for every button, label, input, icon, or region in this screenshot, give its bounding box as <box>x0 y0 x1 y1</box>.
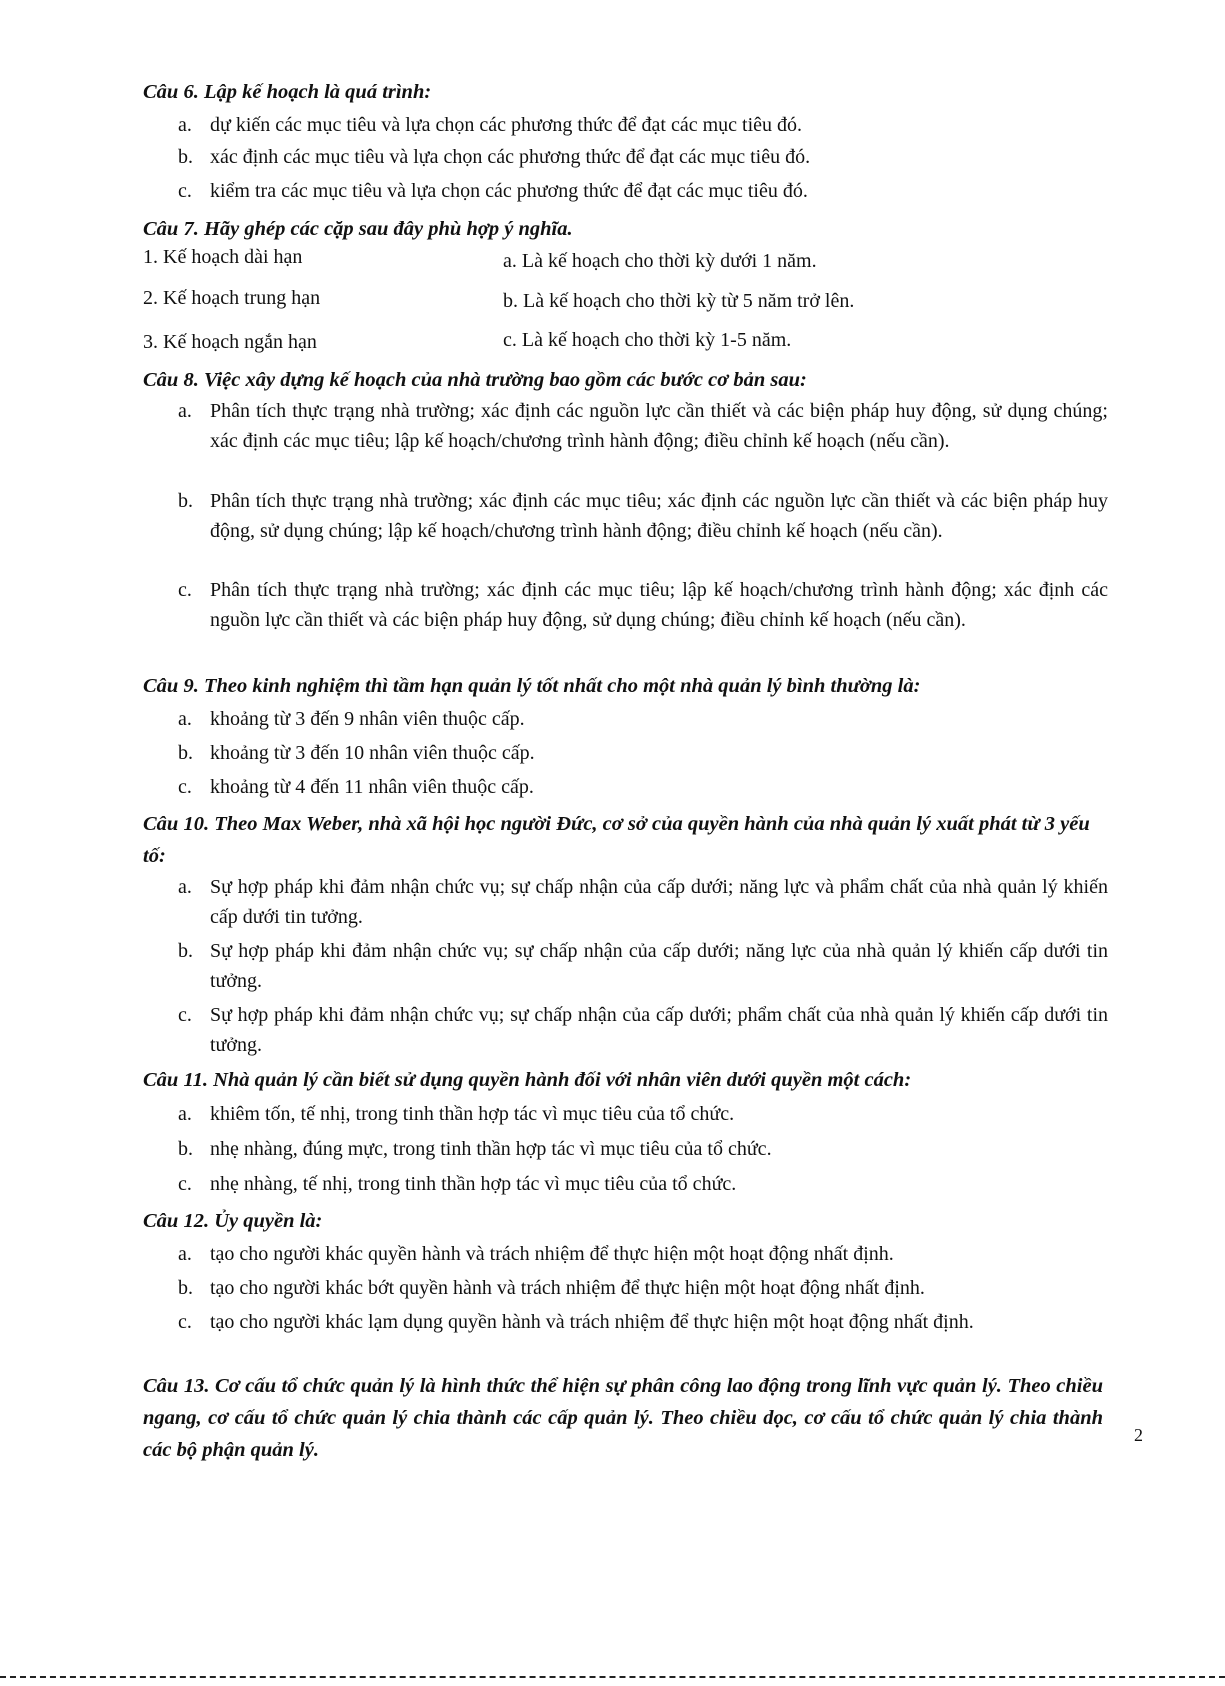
option-text: khoảng từ 3 đến 10 nhân viên thuộc cấp. <box>210 742 535 764</box>
question-12-option-b <box>178 1273 1108 1303</box>
option-label: c. <box>178 1173 192 1195</box>
option-text: nhẹ nhàng, đúng mực, trong tinh thần hợp tác vì mục tiêu của tổ chức. <box>210 1138 772 1160</box>
option-label: c. <box>178 1311 192 1333</box>
question-9-title: Câu 9. Theo kinh nghiệm thì tầm hạn quản lý tốt nhất cho một nhà quản lý bình thường là: <box>143 675 921 697</box>
question-12-option-a <box>178 1239 1108 1269</box>
option-label: b. <box>178 940 193 962</box>
question-12-title: Câu 12. Ủy quyền là: <box>143 1210 323 1232</box>
option-text: Phân tích thực trạng nhà trường; xác định các nguồn lực cần thiết và các biện pháp huy động, sử dụng chúng; xác định các mục tiêu; lập kế hoạch/chương trình hành động; điều chỉnh kế hoạch (nếu cần). <box>210 400 1108 452</box>
scan-edge-divider <box>0 1676 1225 1678</box>
option-text: Sự hợp pháp khi đảm nhận chức vụ; sự chấp nhận của cấp dưới; phẩm chất của nhà quản lý khiến cấp dưới tin tưởng. <box>210 1004 1108 1056</box>
option-label: c. <box>178 579 192 601</box>
matching-left-1: 1. Kế hoạch dài hạn <box>143 246 303 268</box>
question-13-title: Câu 13. Cơ cấu tổ chức quản lý là hình thức thể hiện sự phân công lao động trong lĩnh vực quản lý. Theo chiều ngang, cơ cấu tổ chức quản lý chia thành các cấp quản lý. Theo chiều dọc, cơ cấu tổ chức quản lý chia thành các bộ phận quản lý. <box>143 1375 1103 1461</box>
option-label: b. <box>178 1277 193 1299</box>
option-text: Phân tích thực trạng nhà trường; xác định các mục tiêu; xác định các nguồn lực cần thiết và các biện pháp huy động, sử dụng chúng; lập kế hoạch/chương trình hành động; điều chỉnh kế hoạch (nếu cần). <box>210 490 1108 542</box>
option-text: khoảng từ 3 đến 9 nhân viên thuộc cấp. <box>210 708 525 730</box>
page-number: 2 <box>1134 1425 1143 1445</box>
question-11-option-a <box>178 1099 1108 1129</box>
matching-right-b: b. Là kế hoạch cho thời kỳ từ 5 năm trở lên. <box>503 290 855 312</box>
question-6-option-c <box>178 176 1108 206</box>
option-text: xác định các mục tiêu và lựa chọn các phương thức để đạt các mục tiêu đó. <box>210 146 811 168</box>
option-text: tạo cho người khác quyền hành và trách nhiệm để thực hiện một hoạt động nhất định. <box>210 1243 894 1265</box>
question-9-option-c <box>178 772 1108 802</box>
question-11-option-b <box>178 1134 1108 1164</box>
question-10-title: Câu 10. Theo Max Weber, nhà xã hội học người Đức, cơ sở của quyền hành của nhà quản lý xuất phát từ 3 yếu tố: <box>143 813 1090 867</box>
option-text: Sự hợp pháp khi đảm nhận chức vụ; sự chấp nhận của cấp dưới; năng lực của nhà quản lý khiến cấp dưới tin tưởng. <box>210 940 1108 992</box>
option-text: kiểm tra các mục tiêu và lựa chọn các phương thức để đạt các mục tiêu đó. <box>210 180 808 202</box>
question-8-option-b <box>178 486 1108 546</box>
option-text: khiêm tốn, tế nhị, trong tinh thần hợp tác vì mục tiêu của tổ chức. <box>210 1103 735 1125</box>
option-text: dự kiến các mục tiêu và lựa chọn các phương thức để đạt các mục tiêu đó. <box>210 114 803 136</box>
question-9-option-a <box>178 704 1108 734</box>
matching-left-3: 3. Kế hoạch ngắn hạn <box>143 331 317 353</box>
option-label: b. <box>178 146 193 168</box>
option-text: tạo cho người khác lạm dụng quyền hành và trách nhiệm để thực hiện một hoạt động nhất định. <box>210 1311 974 1333</box>
question-7-title: Câu 7. Hãy ghép các cặp sau đây phù hợp ý nghĩa. <box>143 218 573 240</box>
option-label: c. <box>178 180 192 202</box>
question-12-option-c <box>178 1307 1108 1337</box>
option-text: Phân tích thực trạng nhà trường; xác định các mục tiêu; lập kế hoạch/chương trình hành động; xác định các nguồn lực cần thiết và các biện pháp huy động, sử dụng chúng; điều chỉnh kế hoạch (nếu cần). <box>210 579 1108 631</box>
question-6-title: Câu 6. Lập kế hoạch là quá trình: <box>143 81 432 103</box>
question-9-option-b <box>178 738 1108 768</box>
matching-right-a: a. Là kế hoạch cho thời kỳ dưới 1 năm. <box>503 250 817 272</box>
option-label: c. <box>178 1004 192 1026</box>
option-text: Sự hợp pháp khi đảm nhận chức vụ; sự chấp nhận của cấp dưới; năng lực và phẩm chất của nhà quản lý khiến cấp dưới tin tưởng. <box>210 876 1108 928</box>
option-label: a. <box>178 1103 192 1125</box>
question-10-option-b <box>178 936 1108 996</box>
question-10-option-a <box>178 872 1108 932</box>
option-label: b. <box>178 490 193 512</box>
option-text: nhẹ nhàng, tế nhị, trong tinh thần hợp tác vì mục tiêu của tổ chức. <box>210 1173 737 1195</box>
option-text: khoảng từ 4 đến 11 nhân viên thuộc cấp. <box>210 776 534 798</box>
option-label: a. <box>178 1243 192 1265</box>
option-label: a. <box>178 114 192 136</box>
question-6-option-a <box>178 110 1108 140</box>
question-6-option-b <box>178 142 1108 172</box>
option-label: a. <box>178 400 192 422</box>
option-label: b. <box>178 1138 193 1160</box>
option-label: a. <box>178 876 192 898</box>
question-8-option-c <box>178 575 1108 635</box>
option-label: b. <box>178 742 193 764</box>
question-10-option-c <box>178 1000 1108 1060</box>
option-label: a. <box>178 708 192 730</box>
question-8-title: Câu 8. Việc xây dựng kế hoạch của nhà trường bao gồm các bước cơ bản sau: <box>143 369 807 391</box>
option-text: tạo cho người khác bớt quyền hành và trách nhiệm để thực hiện một hoạt động nhất định. <box>210 1277 925 1299</box>
matching-left-2: 2. Kế hoạch trung hạn <box>143 287 321 309</box>
question-11-option-c <box>178 1169 1108 1199</box>
option-label: c. <box>178 776 192 798</box>
question-11-title: Câu 11. Nhà quản lý cần biết sử dụng quyền hành đối với nhân viên dưới quyền một cách: <box>143 1069 912 1091</box>
question-8-option-a <box>178 396 1108 456</box>
matching-right-c: c. Là kế hoạch cho thời kỳ 1-5 năm. <box>503 329 792 351</box>
